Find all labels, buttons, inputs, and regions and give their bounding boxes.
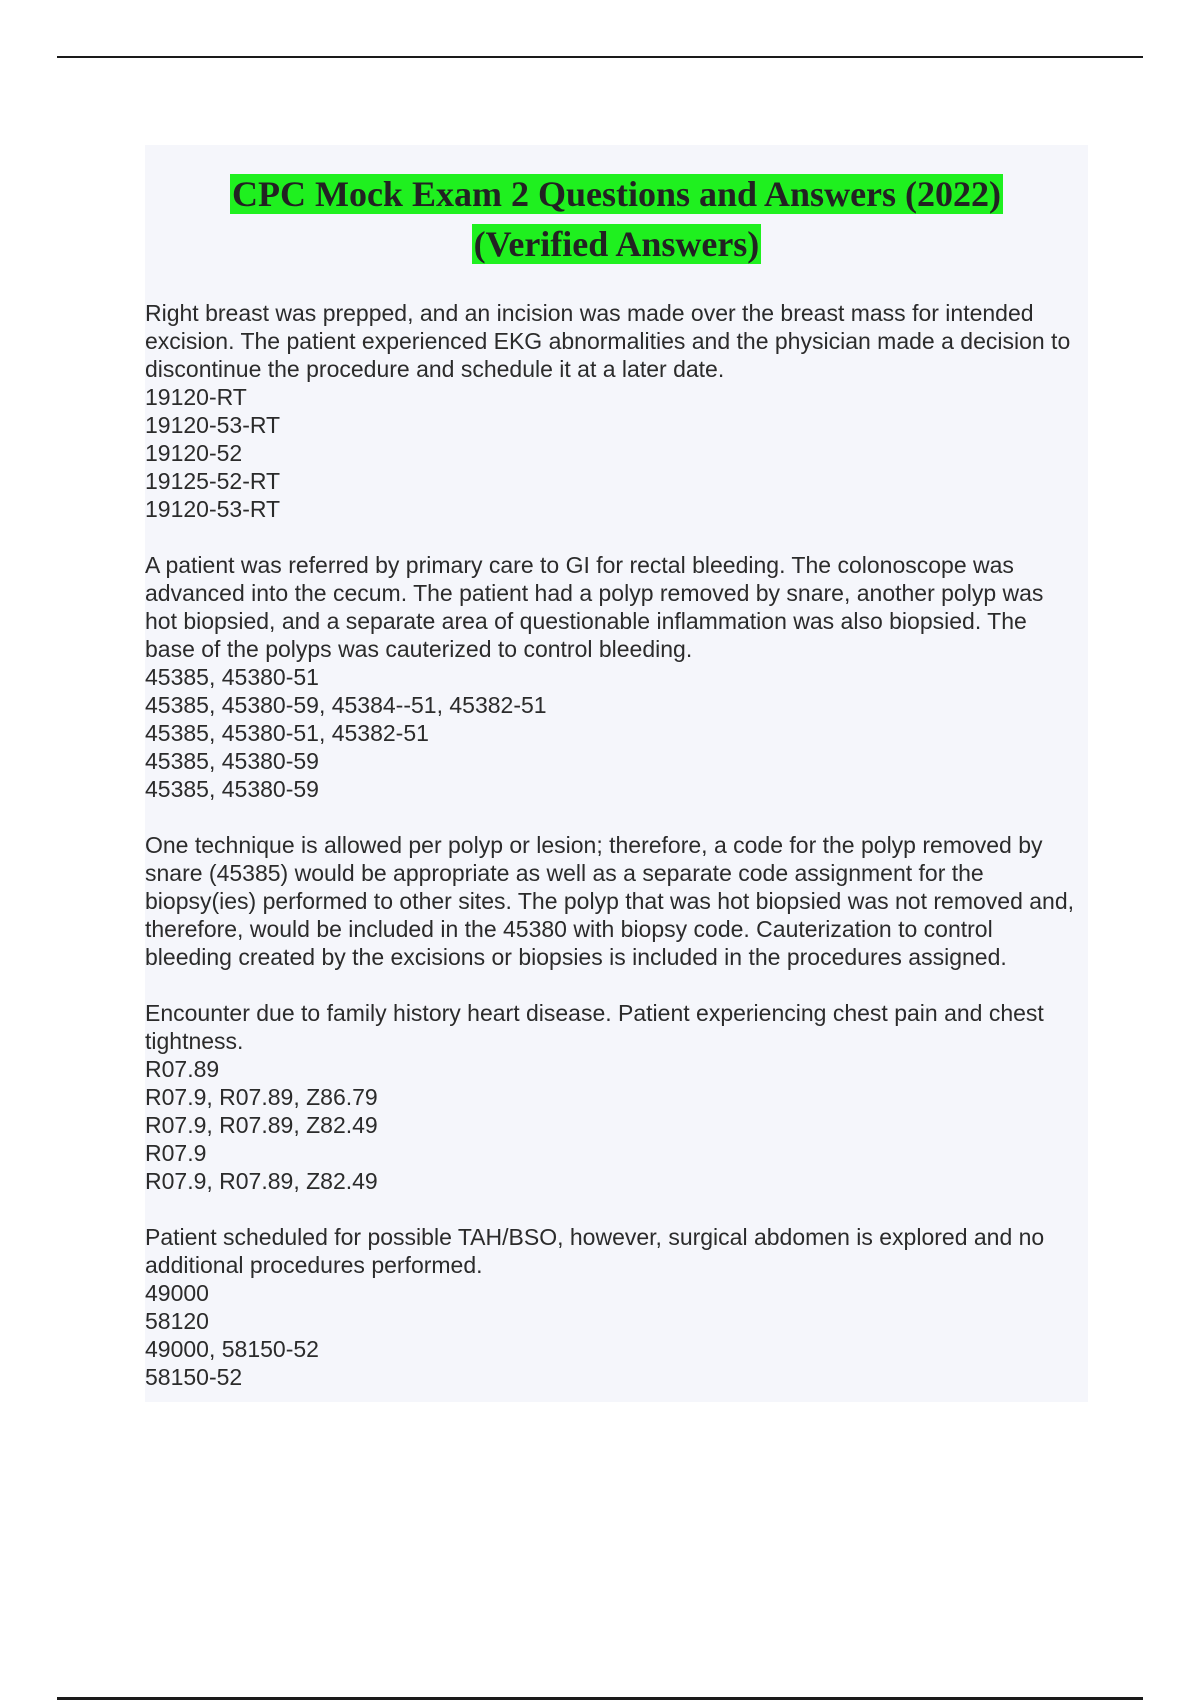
answer-option: 58120 [145,1308,209,1334]
question-text: Patient scheduled for possible TAH/BSO, however, surgical abdomen is explored and no additional procedures performed. [145,1224,1045,1278]
title-line-1: CPC Mock Exam 2 Questions and Answers (2022) [231,174,1002,214]
question-3 [145,999,1080,1195]
document-content [145,145,1088,1402]
document-title [145,173,1088,273]
answer-option: 45385, 45380-51, 45382-51 [145,720,429,746]
correct-answer: 45385, 45380-59 [145,776,319,802]
question-text: Encounter due to family history heart disease. Patient experiencing chest pain and chest tightness. [145,1000,1044,1054]
question-4 [145,1223,1080,1391]
top-divider [57,56,1143,58]
explanation-2 [145,831,1080,971]
question-text: A patient was referred by primary care to GI for rectal bleeding. The colonoscope was advanced into the cecum. The patient had a polyp removed by snare, another polyp was hot biopsied, and a separate area of questionable inflammation was also biopsied. The base of the polyps was cauterized to control bleeding. [145,552,1044,662]
answer-option: 19120-52 [145,440,243,466]
answer-option: 45385, 45380-59 [145,748,319,774]
answer-option: 19120-53-RT [145,412,281,438]
question-1 [145,299,1080,523]
answer-option: 19125-52-RT [145,468,281,494]
answer-option: 19120-RT [145,384,247,410]
answer-option: 49000 [145,1280,209,1306]
answer-option: R07.9, R07.89, Z86.79 [145,1084,378,1110]
answer-option: 45385, 45380-51 [145,664,319,690]
explanation-text: One technique is allowed per polyp or lesion; therefore, a code for the polyp removed by snare (45385) would be appropriate as well as a separate code assignment for the biopsy(ies) performed to other sites. The polyp that was hot biopsied was not removed and, therefore, would be included in the 45380 with biopsy code. Cauterization to control bleeding created by the excisions or biopsies is included in the procedures assigned. [145,832,1075,970]
answer-option: 49000, 58150-52 [145,1336,319,1362]
questions-list [145,299,1088,1391]
answer-option: R07.9 [145,1140,207,1166]
correct-answer: 19120-53-RT [145,496,281,522]
question-text: Right breast was prepped, and an incision was made over the breast mass for intended excision. The patient experienced EKG abnormalities and the physician made a decision to discontinue the procedure and schedule it at a later date. [145,300,1071,382]
answer-option: 45385, 45380-59, 45384--51, 45382-51 [145,692,547,718]
question-2 [145,551,1080,803]
title-line-2: (Verified Answers) [473,224,760,264]
answer-option: 58150-52 [145,1364,243,1390]
answer-option: R07.9, R07.89, Z82.49 [145,1112,378,1138]
correct-answer: R07.9, R07.89, Z82.49 [145,1168,378,1194]
answer-option: R07.89 [145,1056,220,1082]
